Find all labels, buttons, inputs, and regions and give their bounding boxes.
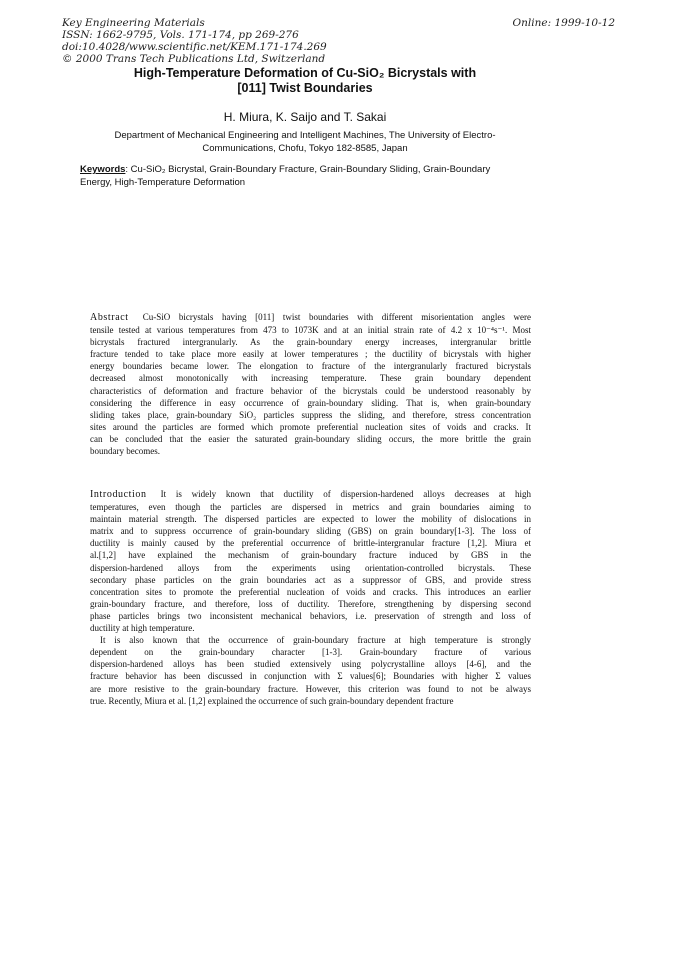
abstract-line-text: tensile tested at various temperatures from 473 to 1073K and at an initial strain rate of 4.2 x 10⁻⁴s⁻¹. Most	[90, 325, 531, 336]
abstract-section	[90, 311, 531, 457]
intro-line	[90, 537, 531, 549]
paragraph-line	[90, 683, 531, 695]
keywords-line-1: : Cu-SiO₂ Bicrystal, Grain-Boundary Fracture, Grain-Boundary Sliding, Grain-Boundary	[125, 164, 491, 175]
abstract-line-text: energy boundaries became lower. The elongation to fracture of the intergranularly fractured bicrystals	[90, 361, 531, 372]
intro-line	[90, 562, 531, 574]
keywords-line-2: Energy, High-Temperature Deformation	[80, 177, 246, 188]
paragraph-line	[90, 695, 531, 707]
abstract-line-text: boundary becomes.	[90, 446, 160, 457]
paragraph-line-text: fracture behavior has been discussed in conjunction with Σ values[6]; Boundaries with higher Σ values	[90, 671, 531, 682]
abstract-line-text: fracture tended to take place more easily at lower temperatures ; the ductility of bicrystals with higher	[90, 349, 531, 360]
intro-line	[90, 610, 531, 622]
introduction-section	[90, 488, 531, 707]
paragraph-line	[90, 634, 531, 646]
affiliation-line-2: Communications, Chofu, Tokyo 182-8585, Japan	[202, 143, 408, 154]
paragraph-line-text: dependent on the grain-boundary character [1-3]. Grain-boundary fracture of various	[90, 647, 531, 658]
affiliation	[85, 129, 525, 155]
intro-line-text: al.[1,2] have explained the mechanism of grain-boundary fracture induced by GBS in the	[90, 550, 531, 561]
authors: H. Miura, K. Saijo and T. Sakai	[223, 110, 387, 124]
abstract-line	[90, 336, 531, 348]
intro-line	[90, 513, 531, 525]
intro-line-text: grain-boundary fracture, and therefore, loss of ductility. Therefore, strengthening by dispersing second	[90, 598, 531, 609]
paragraph-line-text: true. Recently, Miura et al. [1,2] explained the occurrence of such grain-boundary dependent fracture	[90, 695, 454, 706]
abstract-line-text: sliding takes place, grain-boundary SiO₂ particles suppress the sliding, and therefore, stress concentration	[90, 409, 531, 420]
abstract-line-text: considering the difference in easy occurrence of grain-boundary sliding. That is, when grain-boundary	[90, 397, 531, 408]
affiliation-line-1: Department of Mechanical Engineering and Intelligent Machines, The University of Electro-	[114, 130, 496, 141]
intro-line-text: It is widely known that ductility of dispersion-hardened alloys decreases at high	[160, 489, 531, 499]
paragraph-line-text: It is also known that the occurrence of grain-boundary fracture at high temperature is strongly	[100, 635, 531, 646]
intro-line-text: ductility is mainly caused by the preferential occurrence of brittle-intergranular fracture [1,2]. Miura et	[90, 538, 531, 549]
journal-issn: ISSN: 1662-9795, Vols. 171-174, pp 269-276	[62, 29, 299, 41]
paragraph-line-text: are more resistive to the grain-boundary fracture. However, this criterion was found to not be always	[90, 683, 531, 694]
abstract-line	[90, 445, 531, 457]
abstract-line-text: can be concluded that the easier the saturated grain-boundary sliding occurs, the more brittle the grain	[90, 433, 531, 444]
intro-line	[90, 488, 531, 501]
abstract-line	[90, 311, 531, 324]
abstract-line	[90, 348, 531, 360]
intro-line	[90, 586, 531, 598]
abstract-line-text: sites around the particles are formed which promote preferential nucleation sites of voids and cracks. It	[90, 421, 531, 432]
abstract-line	[90, 324, 531, 336]
paper-title	[60, 66, 550, 96]
keywords-label: Keywords	[80, 164, 126, 175]
online-date: Online: 1999-10-12	[512, 17, 615, 29]
paragraph-line	[90, 670, 531, 682]
intro-line	[90, 574, 531, 586]
keywords	[80, 163, 535, 189]
journal-copyright: © 2000 Trans Tech Publications Ltd, Switzerland	[62, 53, 326, 65]
abstract-line-text: decreased almost monotonically with increasing temperature. These grain boundary dependent	[90, 373, 531, 384]
abstract-line-text: Cu-SiO bicrystals having [011] twist boundaries with different misorientation angles were	[142, 312, 531, 322]
paragraph-line	[90, 658, 531, 670]
intro-line	[90, 525, 531, 537]
abstract-line-text: bicrystals fractured intergranularly. As the grain-boundary energy increases, intergranular brittle	[90, 337, 531, 348]
abstract-line	[90, 421, 531, 433]
abstract-line	[90, 372, 531, 384]
abstract-line	[90, 409, 531, 421]
intro-line-text: matrix and to suppress occurrence of grain-boundary sliding (GBS) on grain boundary[1-3]. The loss of	[90, 526, 531, 537]
journal-name: Key Engineering Materials	[62, 17, 205, 29]
paragraph-line-text: dispersion-hardened alloys has been studied extensively using polycrystalline alloys [4-6], and the	[90, 659, 531, 670]
title-line-2: [011] Twist Boundaries	[237, 81, 373, 95]
paragraph-line	[90, 646, 531, 658]
abstract-heading: Abstract	[90, 312, 129, 323]
intro-line-text: maintain material strength. The dispersed particles are expected to lower the mobility of dislocations in	[90, 514, 531, 525]
journal-header	[62, 17, 327, 65]
abstract-line	[90, 433, 531, 445]
abstract-line-text: characteristics of deformation and fracture behavior of the bicrystals could be understood reasonably by	[90, 385, 531, 396]
abstract-line	[90, 385, 531, 397]
intro-line	[90, 622, 531, 634]
intro-line-text: ductility at high temperature.	[90, 623, 195, 634]
journal-doi: doi:10.4028/www.scientific.net/KEM.171-174.269	[62, 41, 327, 53]
intro-line-text: phase particles brings two inconsistent mechanical behaviors, i.e. preservation of strength and loss of	[90, 610, 531, 621]
title-line-1: High-Temperature Deformation of Cu-SiO₂ Bicrystals with	[133, 66, 477, 80]
intro-line	[90, 598, 531, 610]
intro-line-text: dispersion-hardened alloys from the experiments using orientation-controlled bicrystals. These	[90, 562, 531, 573]
intro-line-text: secondary phase particles on the grain boundaries act as a suppressor of GBS, and provide stress	[90, 574, 531, 585]
introduction-heading: Introduction	[90, 489, 147, 500]
abstract-line	[90, 397, 531, 409]
abstract-line	[90, 360, 531, 372]
intro-line-text: concentration sites to promote the preferential nucleation of voids and cracks. This introduces an earlier	[90, 586, 531, 597]
intro-line-text: temperatures, even though the particles are dispersed in metrics and grain boundaries aiming to	[90, 502, 531, 513]
intro-line	[90, 549, 531, 561]
intro-line	[90, 501, 531, 513]
